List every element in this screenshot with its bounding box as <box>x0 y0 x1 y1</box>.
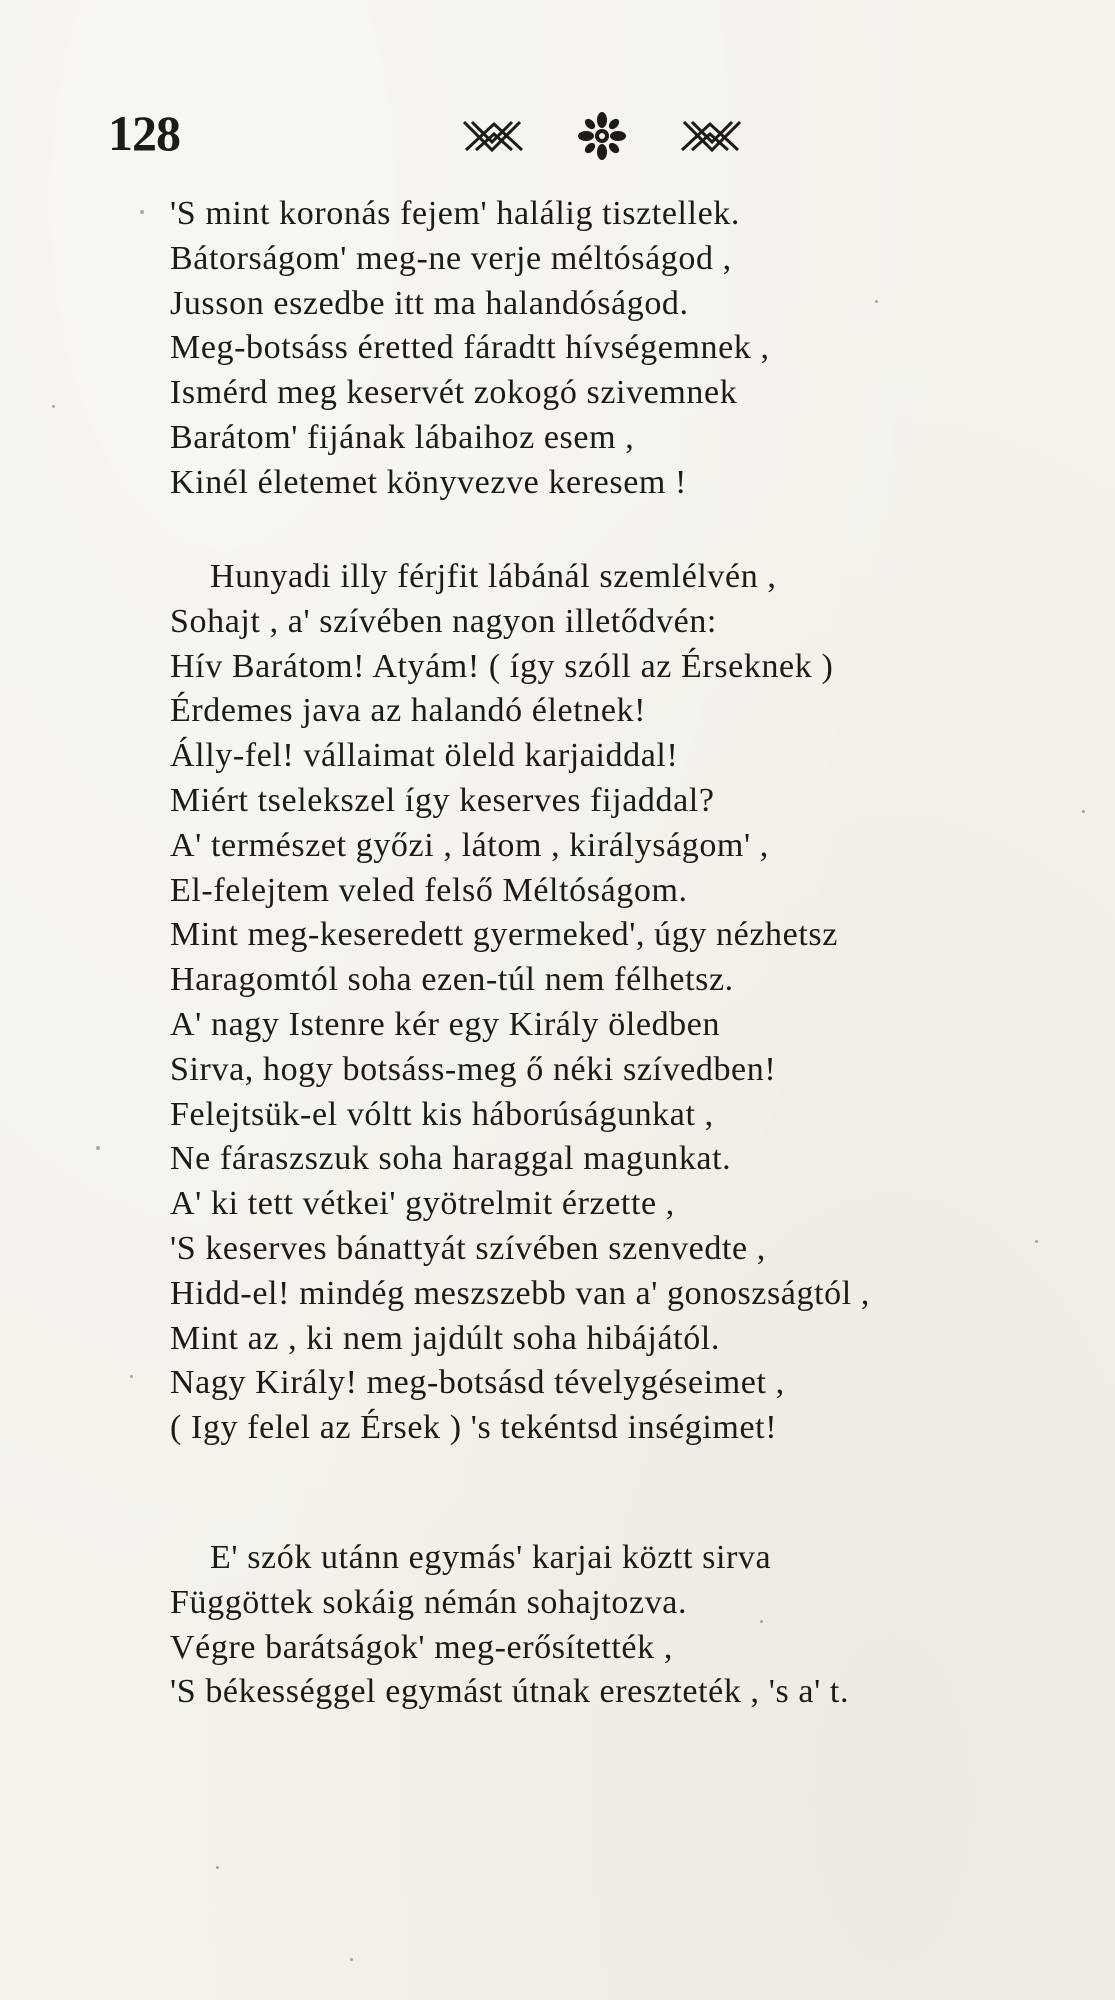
verse-line: Nagy Király! meg-botsásd tévelygéseimet , <box>170 1364 785 1402</box>
verse-line: ( Igy felel az Érsek ) 's tekéntsd inségimet! <box>170 1409 778 1447</box>
paper-speck <box>1082 810 1085 813</box>
verse-line: Hív Barátom! Atyám! ( így szóll az Érseknek ) <box>170 647 834 685</box>
verse-line: 'S keserves bánattyát szívében szenvedte , <box>170 1229 766 1267</box>
verse-line: Sohajt , a' szívében nagyon illetődvén: <box>170 602 717 640</box>
paper-speck <box>130 1375 133 1378</box>
floral-ornament-icon <box>462 112 742 160</box>
verse-line: Miért tselekszel így keserves fijaddal? <box>170 781 715 819</box>
verse-line: Barátom' fijának lábaihoz esem , <box>170 418 635 456</box>
verse-line: Érdemes java az halandó életnek! <box>170 692 647 730</box>
paper-speck <box>96 1146 100 1150</box>
verse-line: Haragomtól soha ezen-túl nem félhetsz. <box>170 961 734 999</box>
page-number: 128 <box>108 105 180 161</box>
stanza-2 <box>170 555 1010 1451</box>
verse-line: Hunyadi illy férjfit lábánál szemlélvén , <box>210 558 777 595</box>
verse-line: Ismérd meg keservét zokogó szivemnek <box>170 374 738 412</box>
verse-line: E' szók utánn egymás' karjai köztt sirva <box>210 1539 772 1576</box>
verse-line: Mint meg-keseredett gyermeked', úgy nézhetsz <box>170 916 838 954</box>
verse-line: El-felejtem veled felső Méltóságom. <box>170 871 688 909</box>
verse-line: 'S mint koronás fejem' halálig tisztellek. <box>170 195 740 232</box>
paper-speck <box>760 1620 763 1623</box>
paper-speck <box>140 210 144 214</box>
verse-line: Álly-fel! vállaimat öleld karjaiddal! <box>170 737 679 775</box>
paper-speck <box>216 1866 219 1869</box>
verse-line: Jusson eszedbe itt ma halandóságod. <box>170 284 689 322</box>
verse-line: Ne fáraszszuk soha haraggal magunkat. <box>170 1140 732 1178</box>
verse-line: Függöttek sokáig némán sohajtozva. <box>170 1583 688 1621</box>
verse-line: A' természet győzi , látom , királyságom' , <box>170 826 769 864</box>
verse-line: Sirva, hogy botsáss-meg ő néki szívedben! <box>170 1050 777 1088</box>
paper-speck <box>875 300 878 303</box>
verse-line: Felejtsük-el vóltt kis háborúságunkat , <box>170 1095 714 1133</box>
paper-speck <box>52 405 55 408</box>
stanza-1 <box>170 192 1010 506</box>
paper-speck <box>350 1958 353 1961</box>
verse-line: Hidd-el! mindég meszszebb van a' gonoszságtól , <box>170 1274 870 1312</box>
verse-line: 'S békességgel egymást útnak ereszteték , 's a' t. <box>170 1673 850 1711</box>
paper-speck <box>1035 1240 1038 1243</box>
verse-line: Mint az , ki nem jajdúlt soha hibájától. <box>170 1319 720 1357</box>
verse-line: Meg-botsáss éretted fáradtt hívségemnek , <box>170 329 770 367</box>
verse-line: Kinél életemet könyvezve keresem ! <box>170 463 687 501</box>
stanza-3 <box>170 1536 1010 1715</box>
verse-line: A' nagy Istenre kér egy Király öledben <box>170 1005 721 1043</box>
verse-line: Végre barátságok' meg-erősítették , <box>170 1628 673 1666</box>
verse-line: Bátorságom' meg-ne verje méltóságod , <box>170 239 732 277</box>
verse-line: A' ki tett vétkei' gyötrelmit érzette , <box>170 1185 675 1223</box>
